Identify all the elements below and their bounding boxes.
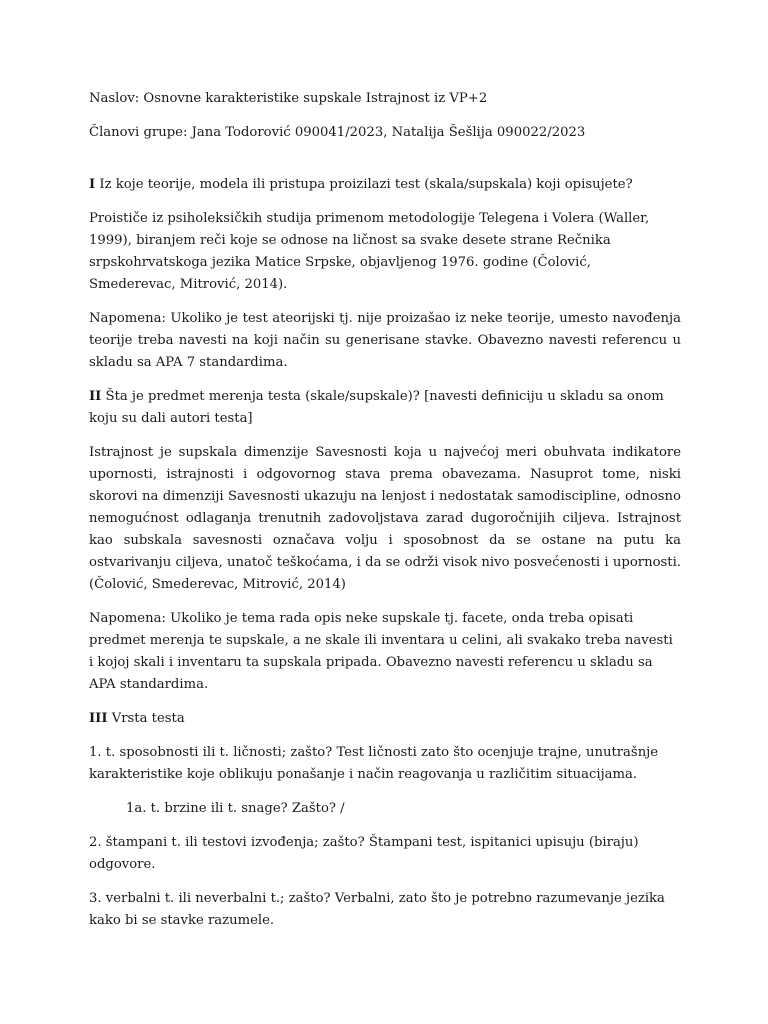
test-type-item-1: 1. t. sposobnosti ili t. ličnosti; zašto? Test ličnosti zato što ocenjuje trajne, unutrašnje karakteristike koje oblikuju ponašanje i način reagovanja u različitim situacijama. <box>89 745 659 782</box>
section-3-label: III <box>89 711 108 726</box>
section-1-label: I <box>89 177 96 192</box>
section-1-question-text: Iz koje teorije, modela ili pristupa proizilazi test (skala/supskala) koji opisujete? <box>95 177 633 192</box>
section-2-answer: Istrajnost je supskala dimenzije Savesnosti koja u najvećoj meri obuhvata indikatore upornosti, istrajnosti i odgovornog stava prema obavezama. Nasuprot tome, niski skorovi na dimenziji Savesnosti ukazuju na lenjost i nedostatak samodiscipline, odnosno nemogućnost odlaganja trenutnih zadovoljstava zarad dugoročnijih ciljeva. Istrajnost kao subskala savesnosti označava volju i sposobnost da se ostane na putu ka ostvarivanju ciljeva, unatoč teškoćama, i da se održi visok nivo posvećenosti i upornosti. (Čolović, Smederevac, Mitrović, 2014) <box>89 445 681 592</box>
section-1-question <box>89 174 681 196</box>
section-1-answer: Proističe iz psiholeksičkih studija primenom metodologije Telegena i Volera (Waller, 1999), biranjem reči koje se odnose na ličnost sa svake desete strane Rečnika srpskohrvatskoga jezika Matice Srpske, objavljenog 1976. godine (Čolović, Smederevac, Mitrović, 2014). <box>89 211 650 292</box>
section-3-heading-text: Vrsta testa <box>107 711 185 726</box>
section-2-label: II <box>89 389 102 404</box>
test-type-item-1a: 1a. t. brzine ili t. snage? Zašto? / <box>126 801 345 816</box>
group-members: Članovi grupe: Jana Todorović 090041/2023, Natalija Šešlija 090022/2023 <box>89 125 586 140</box>
section-1-note: Napomena: Ukoliko je test ateorijski tj. nije proizašao iz neke teorije, umesto navođenja teorije treba navesti na koji način su generisane stavke. Obavezno navesti referencu u skladu sa APA 7 standardima. <box>89 311 681 370</box>
section-2-note: Napomena: Ukoliko je tema rada opis neke supskale tj. facete, onda treba opisati predmet merenja te supskale, a ne skale ili inventara u celini, ali svakako treba navesti i kojoj skali i inventaru ta supskala pripada. Obavezno navesti referencu u skladu sa APA standardima. <box>89 611 673 692</box>
document-page <box>89 88 681 944</box>
section-2-question-text: Šta je predmet merenja testa (skale/supskale)? [navesti definiciju u skladu sa onom koju su dali autori testa] <box>89 389 664 426</box>
document-title: Naslov: Osnovne karakteristike supskale Istrajnost iz VP+2 <box>89 91 488 106</box>
section-3-heading <box>89 708 681 730</box>
test-type-item-3: 3. verbalni t. ili neverbalni t.; zašto? Verbalni, zato što je potrebno razumevanje jezika kako bi se stavke razumele. <box>89 891 665 928</box>
test-type-item-2: 2. štampani t. ili testovi izvođenja; zašto? Štampani test, ispitanici upisuju (biraju) odgovore. <box>89 835 639 872</box>
section-2-question <box>89 386 681 430</box>
